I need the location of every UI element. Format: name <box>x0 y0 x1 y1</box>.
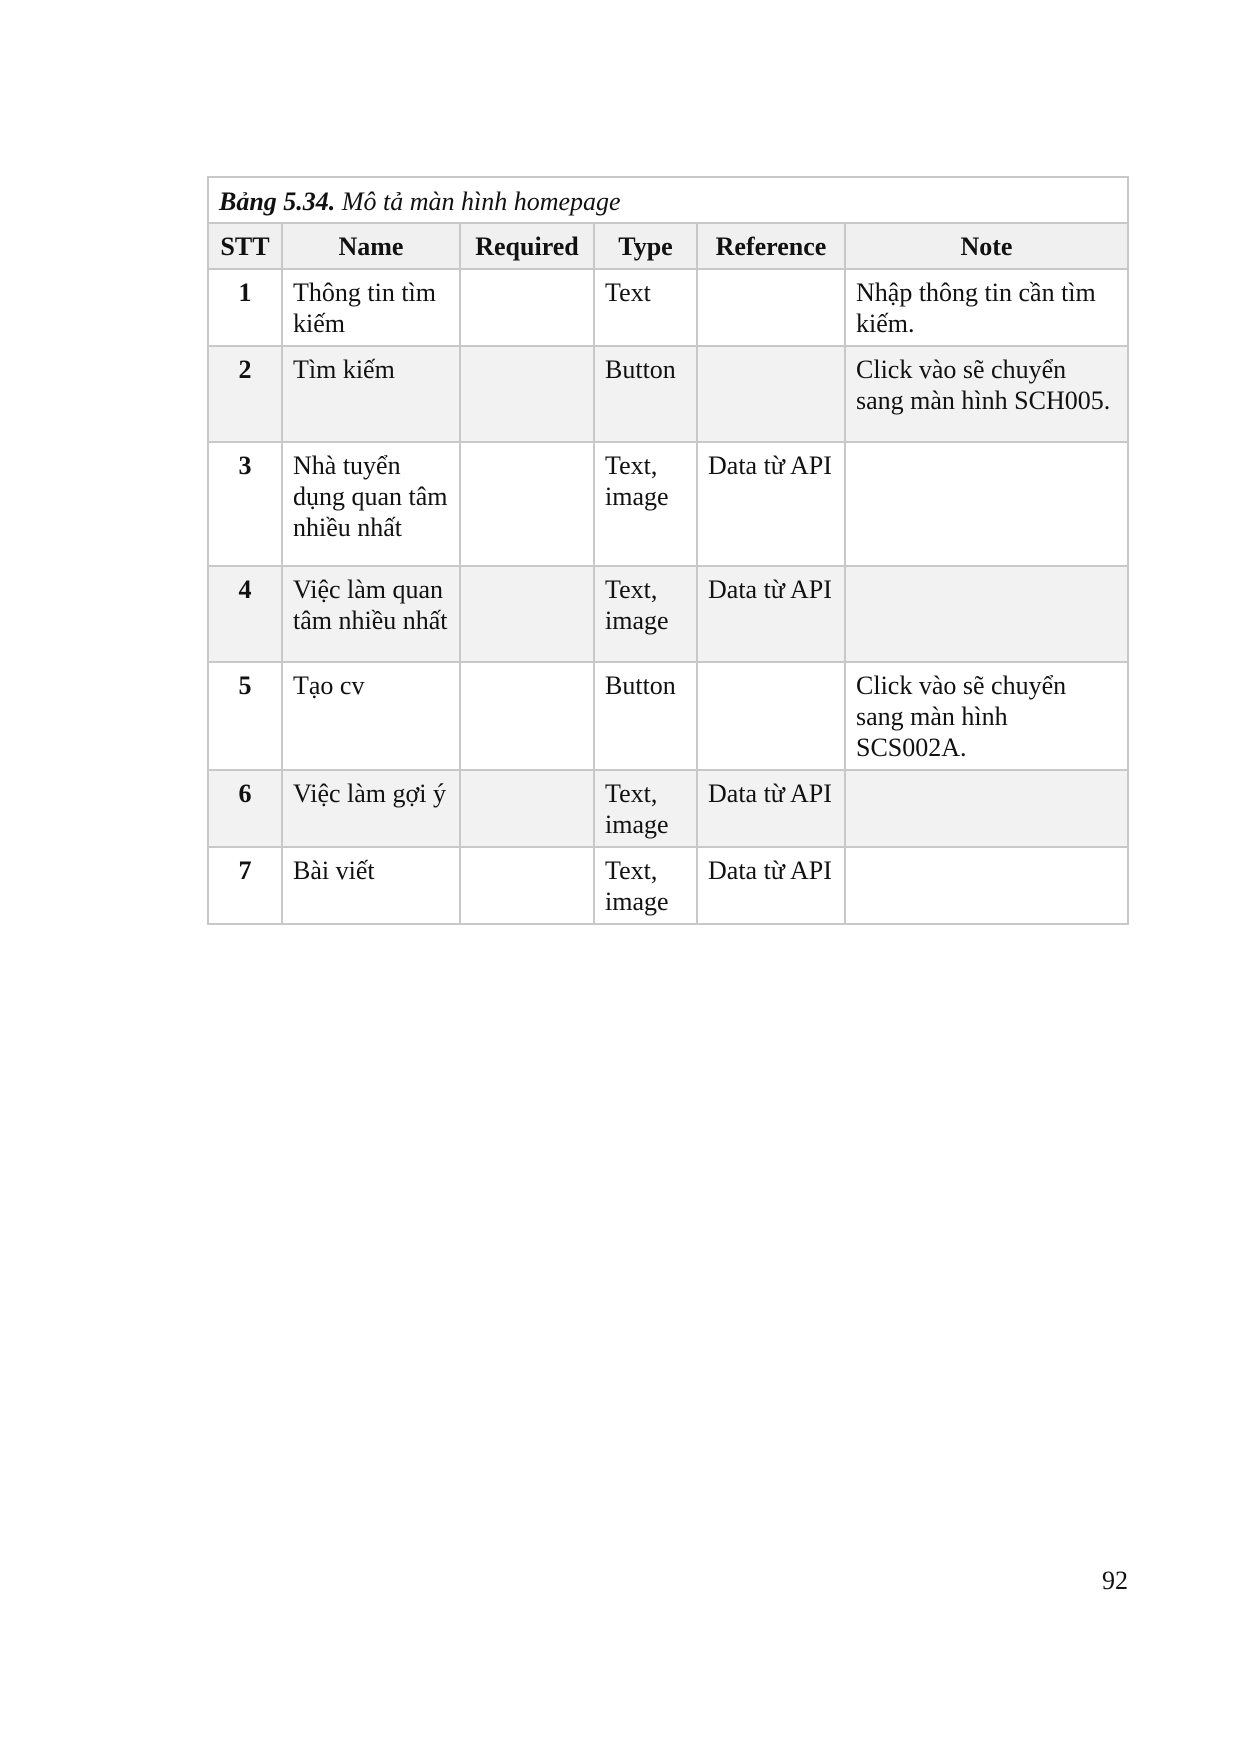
cell-required <box>460 662 594 770</box>
cell-required <box>460 770 594 847</box>
cell-type: Button <box>594 662 697 770</box>
cell-stt: 7 <box>208 847 282 924</box>
table-row <box>208 770 1128 847</box>
cell-name: Nhà tuyển dụng quan tâm nhiều nhất <box>282 442 460 566</box>
cell-name: Bài viết <box>282 847 460 924</box>
cell-name: Tạo cv <box>282 662 460 770</box>
cell-name: Việc làm gợi ý <box>282 770 460 847</box>
cell-stt: 4 <box>208 566 282 662</box>
cell-required <box>460 346 594 442</box>
homepage-description-table <box>207 176 1129 925</box>
table-caption-row <box>208 177 1128 223</box>
cell-stt: 5 <box>208 662 282 770</box>
cell-required <box>460 269 594 346</box>
table-caption-number: Bảng 5.34. <box>219 187 336 216</box>
cell-note <box>845 442 1128 566</box>
cell-stt: 3 <box>208 442 282 566</box>
cell-reference: Data từ API <box>697 847 845 924</box>
page-number: 92 <box>1102 1566 1128 1595</box>
cell-name: Việc làm quan tâm nhiều nhất <box>282 566 460 662</box>
column-header-stt: STT <box>208 223 282 269</box>
column-header-name: Name <box>282 223 460 269</box>
cell-reference: Data từ API <box>697 566 845 662</box>
table-caption <box>208 177 1128 223</box>
table-row <box>208 346 1128 442</box>
column-header-required: Required <box>460 223 594 269</box>
column-header-note: Note <box>845 223 1128 269</box>
table-header-row <box>208 223 1128 269</box>
table-row <box>208 442 1128 566</box>
cell-type: Text, image <box>594 566 697 662</box>
cell-required <box>460 847 594 924</box>
cell-type: Button <box>594 346 697 442</box>
table-row <box>208 566 1128 662</box>
cell-name: Tìm kiếm <box>282 346 460 442</box>
column-header-type: Type <box>594 223 697 269</box>
cell-reference: Data từ API <box>697 442 845 566</box>
cell-type: Text <box>594 269 697 346</box>
cell-name: Thông tin tìm kiếm <box>282 269 460 346</box>
cell-required <box>460 566 594 662</box>
column-header-reference: Reference <box>697 223 845 269</box>
cell-reference <box>697 346 845 442</box>
table-row <box>208 269 1128 346</box>
table-row <box>208 662 1128 770</box>
cell-note: Click vào sẽ chuyển sang màn hình SCH005. <box>845 346 1128 442</box>
table-caption-text: Mô tả màn hình homepage <box>341 187 621 216</box>
cell-type: Text, image <box>594 847 697 924</box>
cell-note <box>845 566 1128 662</box>
cell-reference <box>697 269 845 346</box>
cell-note <box>845 770 1128 847</box>
cell-note: Click vào sẽ chuyển sang màn hình SCS002A. <box>845 662 1128 770</box>
cell-note <box>845 847 1128 924</box>
cell-reference <box>697 662 845 770</box>
table-row <box>208 847 1128 924</box>
cell-note: Nhập thông tin cần tìm kiếm. <box>845 269 1128 346</box>
cell-required <box>460 442 594 566</box>
cell-stt: 6 <box>208 770 282 847</box>
cell-type: Text, image <box>594 442 697 566</box>
cell-stt: 2 <box>208 346 282 442</box>
cell-type: Text, image <box>594 770 697 847</box>
cell-stt: 1 <box>208 269 282 346</box>
cell-reference: Data từ API <box>697 770 845 847</box>
